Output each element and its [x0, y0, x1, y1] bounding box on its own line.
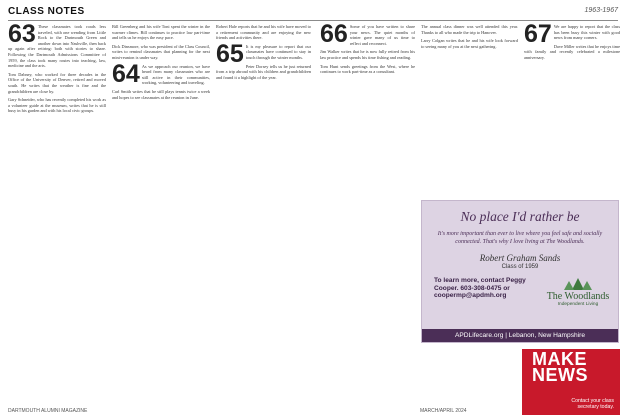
class-note-text: Jim Walker writes that he is now fully retired from his law practice and spends his time fishing and reading.	[320, 49, 415, 60]
class-year: 64	[112, 59, 140, 88]
footer-left: DARTMOUTH ALUMNI MAGAZINE	[8, 408, 88, 414]
class-note	[112, 44, 210, 61]
tree-icon	[544, 277, 612, 291]
class-note-text: Robert Hale reports that he and his wife have moved to a retirement community and are enjoying the new friends and activities there.	[216, 24, 311, 41]
footer-right: MARCH/APRIL 2024	[420, 408, 467, 414]
year-range: 1963-1967	[584, 7, 618, 14]
class-note-text: Dave Miller writes that he enjoys time with family and recently celebrated a milestone anniversary.	[524, 43, 620, 60]
logo-brand: The Woodlands	[546, 291, 610, 302]
class-note	[524, 24, 620, 48]
class-note-text: As we approach our reunion, we have heard from many classmates who are still active in their communities, working, volunteering and traveling.	[141, 63, 210, 86]
class-year: 66	[320, 24, 348, 48]
section-title: CLASS NOTES	[8, 6, 85, 17]
make-news-box[interactable]	[522, 349, 620, 415]
make-news-body: Contact your class secretary today.	[571, 397, 614, 410]
class-note-text: The annual class dinner was well attended this year. Thanks to all who made the trip to Hanover.	[421, 24, 518, 35]
class-note-text: These classmates took roads less traveled, with one wending from Little Rock to the Dartmouth Green and another down into Nashville, then back up again after retiring: both with stories to share. Following the Dartmouth Admissions Committee of 1959, the class took many routes into teaching, law, medicine and the arts.	[8, 24, 106, 69]
woodlands-advertisement[interactable]	[421, 200, 619, 343]
ad-footer-link[interactable]: APDLifecare.org | Lebanon, New Hampshire	[422, 329, 618, 342]
class-note	[421, 24, 518, 35]
class-note	[8, 24, 106, 69]
class-note-text: Peter Dorsey tells us he just returned from a trip abroad with his children and grandchildren and found it a highlight of the year.	[216, 63, 311, 80]
notes-column-1	[8, 24, 106, 404]
notes-column-3	[216, 24, 311, 404]
woodlands-logo	[544, 277, 612, 313]
class-note	[421, 38, 518, 49]
class-note	[216, 39, 311, 68]
class-note	[216, 24, 311, 41]
class-note-text: Tom Hunt sends greetings from the West, where he continues to work part-time as a consultant.	[320, 63, 415, 75]
class-note	[8, 72, 106, 94]
logo-tagline: Independent Living	[557, 302, 599, 307]
ad-signature: Robert Graham Sands	[479, 253, 561, 263]
class-note-text: Tom Dabney, who worked for three decades in the Office of the University of Denver, retired and moved south. He writes that the weather is fine and the grandchildren are close by.	[8, 71, 106, 94]
page-header	[8, 6, 618, 21]
class-note	[112, 24, 210, 41]
class-note	[320, 24, 415, 46]
notes-column-5	[421, 24, 518, 194]
make-news-headline-line-2: NEWS	[532, 365, 588, 385]
notes-column-4	[320, 24, 415, 404]
class-note	[320, 49, 415, 60]
class-note	[320, 64, 415, 75]
class-note-text: We are happy to report that the class has been busy this winter with good news from many corners.	[553, 24, 620, 41]
class-note-text: Some of you have written to share your news. The quiet months of winter gave many of us time to reflect and reconnect.	[349, 24, 415, 46]
ad-contact-info: To learn more, contact Peggy Cooper. 603-308-0475 or coopermp@apdmh.org	[434, 277, 526, 300]
make-news-headline-line-1: MAKE	[532, 349, 587, 369]
class-note	[8, 97, 106, 114]
ad-subtext: It's more important than ever to live where you feel safe and socially connected. That's why I love living at The Woodlands.	[437, 231, 603, 245]
class-note-text: Dick Dinsmore, who was president of the Class Council, writes to remind classmates that planning for the next mini-reunion is under way.	[112, 43, 210, 60]
notes-column-6	[524, 24, 620, 194]
class-note-text: It is my pleasure to report that our classmates have continued to stay in touch through the winter months.	[245, 43, 311, 60]
class-note-text: Bill Greenberg and his wife Toni spent the winter in the warmer climes. Bill continues to practice law part-time and tells us he enjoys the easy pace.	[112, 24, 210, 41]
class-note	[112, 89, 210, 100]
ad-headline: No place I'd rather be	[460, 209, 580, 224]
class-year: 63	[8, 24, 36, 48]
notes-column-2	[112, 24, 210, 404]
ad-class-line: Class of 1959	[501, 264, 539, 270]
class-year: 67	[524, 24, 552, 48]
class-note	[112, 59, 210, 88]
class-note-text: Larry Colgan writes that he and his wife look forward to seeing many of you at the next gathering.	[421, 38, 518, 49]
class-note-text: Gary Schneider, who has recently completed his work as a volunteer guide at the museum, writes that he is still busy in his garden and with his local civic groups.	[8, 97, 106, 114]
class-year: 65	[216, 39, 244, 68]
make-news-headline	[532, 351, 588, 383]
class-note-text: Carl Smith writes that he still plays tennis twice a week and hopes to see classmates at the reunion in June.	[112, 88, 210, 100]
